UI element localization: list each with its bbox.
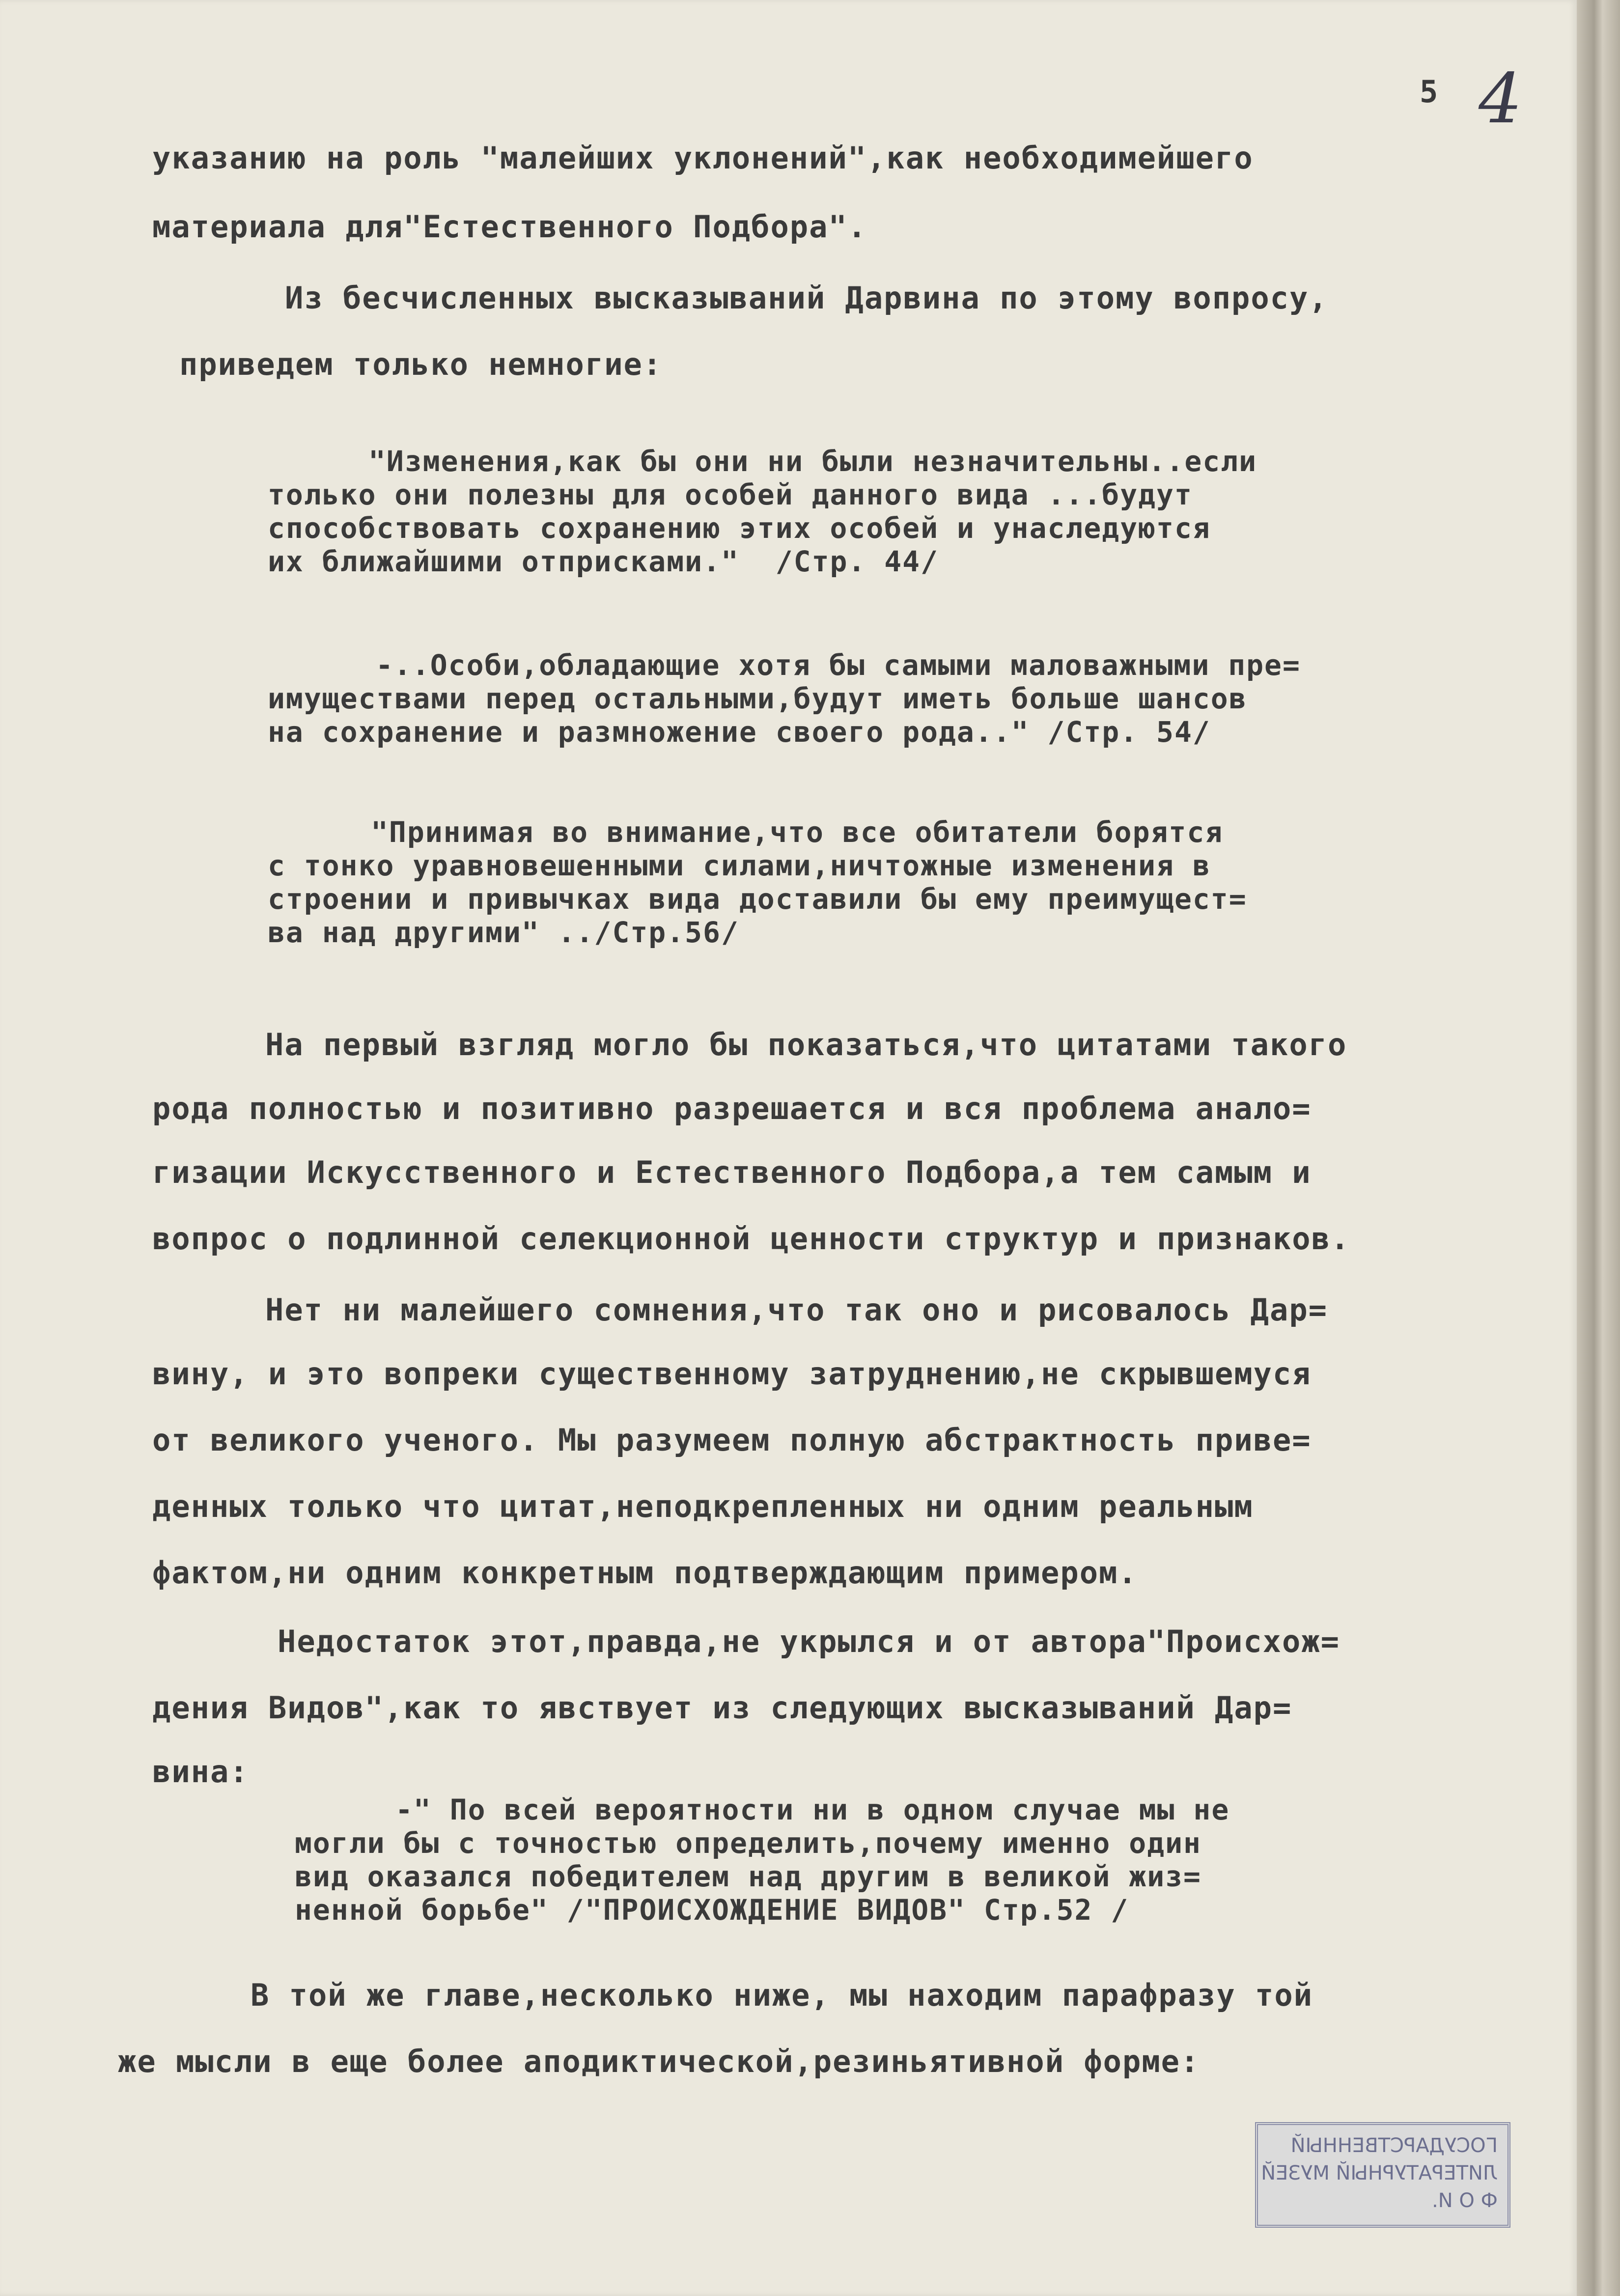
text-line: вина: <box>152 1754 249 1790</box>
text-line: приведем только немногие: <box>179 346 663 382</box>
text-line: В той же главе,несколько ниже, мы находим парафразу той <box>251 1977 1313 2013</box>
text-line: материала для"Естественного Подбора". <box>152 209 867 245</box>
quote-line: имуществами перед остальными,будут иметь больше шансов <box>268 682 1247 715</box>
quote-line: могли бы с точностью определить,почему именно один <box>295 1826 1201 1860</box>
text-line: указанию на роль "малейших уклонений",как необходимейшего <box>152 140 1254 176</box>
text-line: фактом,ни одним конкретным подтверждающим примером. <box>152 1555 1138 1591</box>
text-line: Нет ни малейшего сомнения,что так оно и рисовалось Дар= <box>265 1292 1328 1328</box>
text-line: вину, и это вопреки существенному затруднению,не скрывшемуся <box>152 1356 1312 1392</box>
page-number-handwritten: 4 <box>1479 59 1523 139</box>
quote-line: строении и привычках вида доставили бы ему преимущест= <box>268 882 1247 916</box>
quote-line: -" По всей вероятности ни в одном случае мы не <box>395 1793 1230 1826</box>
quote-line: их ближайшими отприсками." /Стр. 44/ <box>268 545 939 578</box>
page-number-typed: 5 <box>1420 74 1438 110</box>
bleed-through-text <box>275 246 1081 279</box>
quote-line: только они полезны для особей данного вида ...будут <box>268 478 1193 511</box>
text-line: вопрос о подлинной селекционной ценности структур и признаков. <box>152 1221 1350 1257</box>
text-line: Недостаток этот,правда,не укрылся и от автора"Происхож= <box>278 1624 1340 1659</box>
text-line: денных только что цитат,неподкрепленных ни одним реальным <box>152 1488 1254 1524</box>
quote-line: ва над другими" ../Стр.56/ <box>268 916 739 949</box>
quote-line: вид оказался победителем над другим в великой жиз= <box>295 1860 1201 1893</box>
page-edge <box>1577 0 1620 2296</box>
quote-line: -..Особи,обладающие хотя бы самыми маловажными пре= <box>376 648 1301 682</box>
text-line: рода полностью и позитивно разрешается и вся проблема анало= <box>152 1091 1312 1126</box>
quote-line: с тонко уравновешенными силами,ничтожные изменения в <box>268 849 1211 882</box>
text-line: дения Видов",как то явствует из следующих высказываний Дар= <box>152 1690 1292 1726</box>
quote-line: "Изменения,как бы они ни были незначительны..если <box>368 445 1257 478</box>
text-line: На первый взгляд могло бы показаться,что цитатами такого <box>265 1027 1347 1063</box>
stamp-line: ЛИТЕРАТУРНЫЙ МУЗЕЙ <box>1261 2162 1498 2184</box>
quote-line: ненной борьбе" /"ПРОИСХОЖДЕНИЕ ВИДОВ" Стр.52 / <box>295 1893 1129 1927</box>
text-line: от великого ученого. Мы разумеем полную абстрактность приве= <box>152 1422 1312 1458</box>
archive-stamp <box>1255 2122 1510 2228</box>
quote-line: "Принимая во внимание,что все обитатели борятся <box>371 815 1224 849</box>
text-line: гизации Искусственного и Естественного Подбора,а тем самым и <box>152 1154 1312 1190</box>
quote-line: способствовать сохранению этих особей и унаследуются <box>268 511 1211 545</box>
text-line: же мысли в еще более аподиктической,резиньятивной форме: <box>118 2044 1200 2079</box>
stamp-line: ГОСУДАРСТВЕННЫЙ <box>1290 2134 1498 2157</box>
text-line: Из бесчисленных высказываний Дарвина по этому вопросу, <box>285 280 1328 316</box>
quote-line: на сохранение и размножение своего рода.." /Стр. 54/ <box>268 715 1211 749</box>
stamp-line: Ф О И. <box>1432 2189 1498 2212</box>
